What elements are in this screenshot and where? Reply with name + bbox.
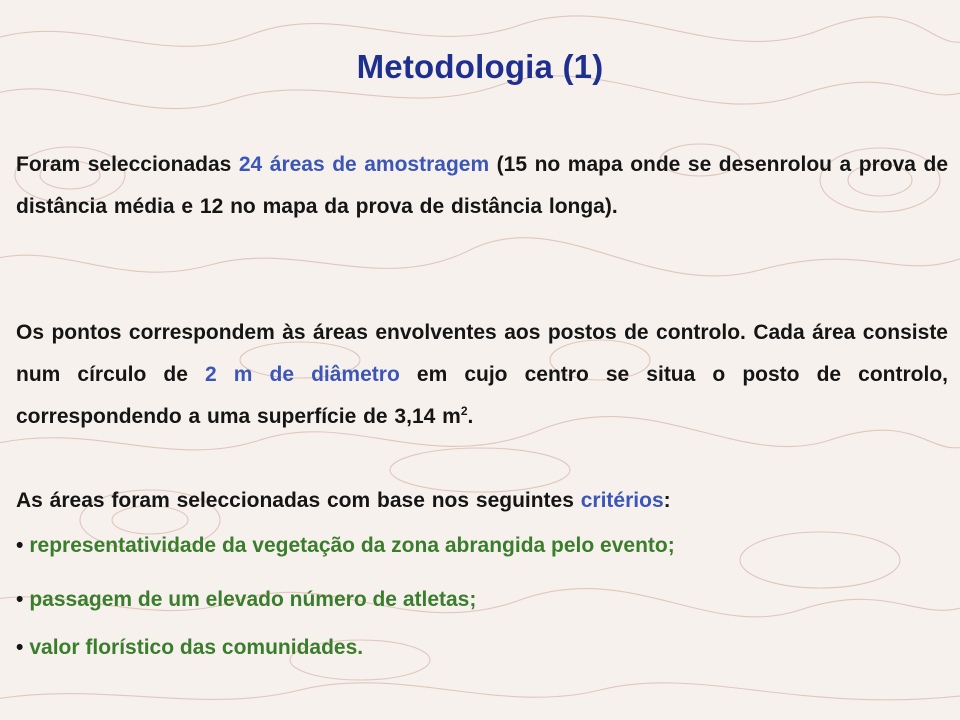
criteria-bullet bbox=[16, 630, 948, 666]
p3-text-c: : bbox=[663, 489, 671, 512]
paragraph-criteria bbox=[16, 480, 948, 522]
slide-title: Metodologia (1) bbox=[356, 48, 604, 85]
p2-text-c: em cujo centro se situa o posto de controlo, correspondendo a uma superfície de 3,14 m bbox=[16, 363, 948, 428]
criteria-bullet bbox=[16, 582, 948, 618]
criteria-bullet bbox=[16, 528, 948, 564]
bullet-text: representatividade da vegetação da zona abrangida pelo evento; bbox=[29, 534, 675, 557]
p1-text-a: Foram seleccionadas bbox=[16, 153, 239, 176]
p1-text-c: (15 no mapa onde se desenrolou a prova de distância média e 12 no mapa da prova de distância longa). bbox=[16, 153, 948, 218]
p2-text-d: . bbox=[467, 405, 474, 428]
paragraph-sampling-areas bbox=[16, 144, 948, 228]
p3-text-a: As áreas foram seleccionadas com base nos seguintes bbox=[16, 489, 581, 512]
p2-text-a: Os pontos correspondem às áreas envolventes aos postos de controlo. Cada área consiste num círculo de bbox=[16, 321, 948, 386]
p1-highlight: 24 áreas de amostragem bbox=[238, 153, 490, 176]
p3-highlight: critérios bbox=[580, 489, 664, 512]
p2-highlight: 2 m de diâmetro bbox=[204, 363, 400, 386]
p2-superscript: 2 bbox=[460, 404, 468, 418]
bullet-marker: • bbox=[16, 636, 24, 659]
bullet-text: passagem de um elevado número de atletas; bbox=[29, 588, 477, 611]
bullet-marker: • bbox=[16, 534, 24, 557]
paragraph-control-points bbox=[16, 312, 948, 438]
bullet-marker: • bbox=[16, 588, 24, 611]
bullet-text: valor florístico das comunidades. bbox=[29, 636, 364, 659]
